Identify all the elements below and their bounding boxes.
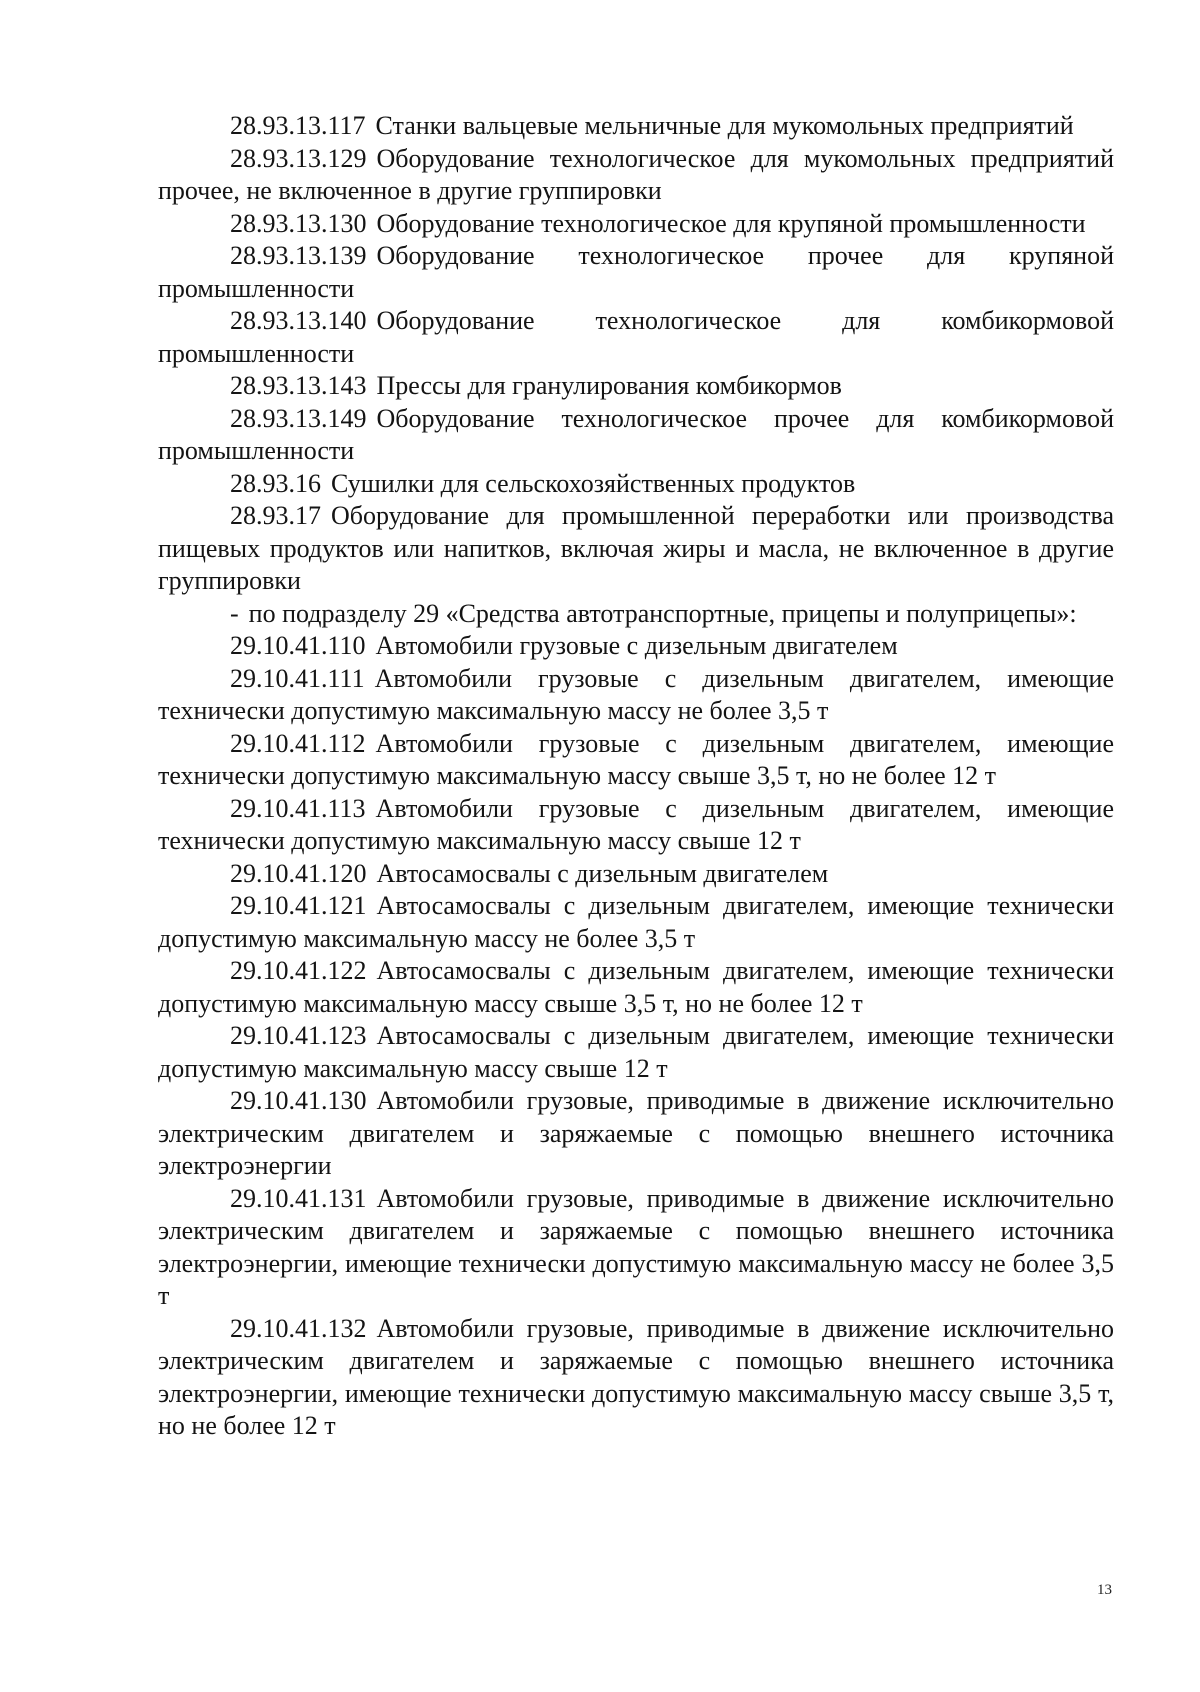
list-item — [158, 955, 1114, 1020]
list-item — [158, 858, 1114, 891]
list-item — [158, 240, 1114, 305]
item-text: Автосамосвалы с дизельным двигателем, имеющие технически допустимую максимальную массу свыше 3,5 т, но не более 12 т — [158, 956, 1114, 1018]
item-text: Автомобили грузовые, приводимые в движение исключительно электрическим двигателем и заряжаемые с помощью внешнего источника электроэнергии, имеющие технически допустимую максимальную массу свыше 3,5 т, но не более 12 т — [158, 1313, 1114, 1440]
item-code: 28.93.13.117 — [230, 111, 366, 140]
list-item — [158, 110, 1114, 143]
list-item — [158, 890, 1114, 955]
item-text: Оборудование технологическое для крупяной промышленности — [376, 208, 1086, 238]
item-code: 28.93.13.149 — [230, 403, 367, 433]
item-text: Оборудование для промышленной переработки или производства пищевых продуктов или напитков, включая жиры и масла, не включенное в другие группировки — [158, 501, 1114, 595]
list-item — [158, 500, 1114, 598]
item-code: 28.93.13.129 — [230, 143, 367, 173]
item-code: 29.10.41.112 — [230, 728, 366, 758]
item-code: 29.10.41.131 — [230, 1183, 367, 1213]
item-text: Автомобили грузовые, приводимые в движение исключительно электрическим двигателем и заряжаемые с помощью внешнего источника электроэнергии — [158, 1086, 1114, 1180]
list-item — [158, 403, 1114, 468]
list-item — [158, 1313, 1114, 1443]
list-item — [158, 143, 1114, 208]
page-number: 13 — [1097, 1582, 1112, 1598]
item-code: 28.93.13.143 — [230, 371, 367, 400]
item-code: 29.10.41.132 — [230, 1313, 367, 1343]
list-item — [158, 1020, 1114, 1085]
list-item — [158, 305, 1114, 370]
item-code: 29.10.41.130 — [230, 1086, 367, 1115]
list-item — [158, 1183, 1114, 1313]
item-code: 29.10.41.121 — [230, 891, 367, 920]
item-code: 29.10.41.122 — [230, 956, 367, 985]
item-code: 28.93.17 — [230, 501, 321, 530]
item-text: Автосамосвалы с дизельным двигателем — [376, 858, 829, 888]
item-text: Оборудование технологическое прочее для комбикормовой промышленности — [158, 403, 1114, 465]
item-text: Сушилки для сельскохозяйственных продуктов — [331, 468, 856, 498]
item-code: 28.93.13.130 — [230, 208, 367, 238]
item-text: Станки вальцевые мельничные для мукомольных предприятий — [375, 111, 1074, 140]
item-code: 28.93.13.139 — [230, 241, 367, 270]
item-text: Оборудование технологическое для комбикормовой промышленности — [158, 306, 1114, 368]
item-text: Прессы для гранулирования комбикормов — [376, 371, 842, 400]
item-text: Автомобили грузовые с дизельным двигателем, имеющие технически допустимую максимальную массу свыше 3,5 т, но не более 12 т — [158, 728, 1114, 790]
list-item — [158, 793, 1114, 858]
item-text: Автомобили грузовые с дизельным двигателем, имеющие технически допустимую максимальную массу не более 3,5 т — [158, 663, 1114, 725]
item-text: Автосамосвалы с дизельным двигателем, имеющие технически допустимую максимальную массу не более 3,5 т — [158, 891, 1114, 953]
list-item — [158, 468, 1114, 501]
subsection-heading — [158, 598, 1114, 631]
item-code: 29.10.41.120 — [230, 858, 367, 888]
item-text: Оборудование технологическое для мукомольных предприятий прочее, не включенное в другие группировки — [158, 143, 1114, 205]
item-code: 28.93.13.140 — [230, 306, 367, 335]
list-item — [158, 370, 1114, 403]
item-text: Автомобили грузовые с дизельным двигателем — [375, 631, 898, 660]
item-text: Автомобили грузовые с дизельным двигателем, имеющие технически допустимую максимальную массу свыше 12 т — [158, 793, 1114, 855]
list-item — [158, 728, 1114, 793]
item-code: 29.10.41.123 — [230, 1021, 367, 1050]
list-item — [158, 663, 1114, 728]
item-text: Автомобили грузовые, приводимые в движение исключительно электрическим двигателем и заряжаемые с помощью внешнего источника электроэнергии, имеющие технически допустимую максимальную массу не более 3,5 т — [158, 1183, 1114, 1310]
item-text: по подразделу 29 «Средства автотранспортные, прицепы и полуприцепы»: — [248, 598, 1077, 628]
item-text: Оборудование технологическое прочее для крупяной промышленности — [158, 241, 1114, 303]
item-code: 28.93.16 — [230, 468, 321, 498]
list-item — [158, 630, 1114, 663]
item-text: Автосамосвалы с дизельным двигателем, имеющие технически допустимую максимальную массу свыше 12 т — [158, 1021, 1114, 1083]
item-code: 29.10.41.113 — [230, 793, 366, 823]
document-body — [158, 110, 1114, 1443]
dash-marker: - — [230, 598, 239, 628]
list-item — [158, 1085, 1114, 1183]
item-code: 29.10.41.110 — [230, 631, 366, 660]
list-item — [158, 208, 1114, 241]
item-code: 29.10.41.111 — [230, 663, 365, 693]
